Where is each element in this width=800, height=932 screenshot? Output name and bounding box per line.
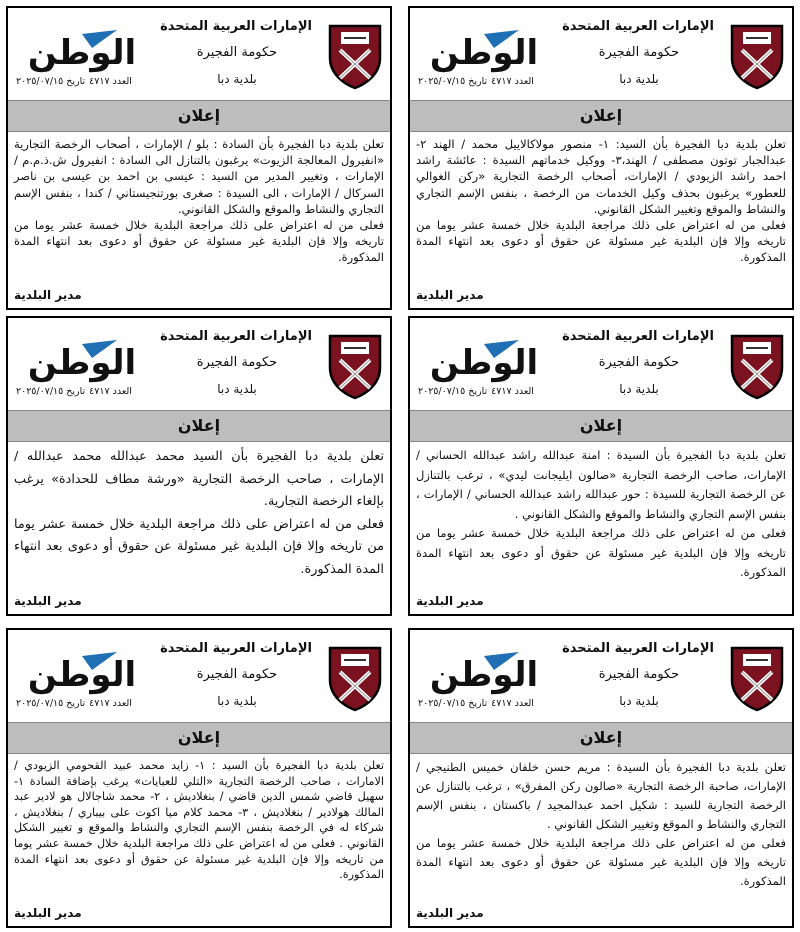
title-block [162, 18, 312, 88]
fujairah-crest-icon [728, 644, 786, 712]
signature: مدير البلدية [14, 594, 82, 608]
title-block [162, 640, 312, 710]
notice-card [408, 6, 794, 310]
notice-card [6, 316, 392, 616]
notice-body [416, 136, 786, 266]
country-name: الإمارات العربية المتحدة [562, 329, 714, 344]
government-name: حكومة الفجيرة [196, 355, 278, 370]
notice-title: إعلان [8, 722, 390, 754]
country-name: الإمارات العربية المتحدة [160, 641, 312, 656]
notice-body [416, 758, 786, 891]
logo-text: الوطن [27, 33, 137, 73]
logo-text: الوطن [27, 343, 137, 383]
notice-title: إعلان [8, 410, 390, 442]
notice-title: إعلان [410, 722, 792, 754]
country-name: الإمارات العربية المتحدة [562, 641, 714, 656]
signature: مدير البلدية [416, 594, 484, 608]
country-name: الإمارات العربية المتحدة [160, 329, 312, 344]
notice-paragraph: تعلن بلدية دبا الفجيرة بأن السيد: ١- منصور مولاكالاييل محمد / الهند ٢- عبدالجبار توتون مصطفى / الهند،٣- ووكيل خدماتهم السيدة : عائشة راشد احمد راشد الزيودي / الإمارات، أصحاب الرخصة التجارية «ركن الغوالي للعطور» يرغبون بحذف وكيل الخدمات من الرخصة ، بنفس الإسم التجاري والنشاط والموقع وتغيير الشكل القانوني. [416, 137, 786, 216]
notice-card [6, 6, 392, 310]
issue-date: تاريخ ٢٠٢٥/٠٧/١٥ [16, 698, 86, 709]
signature: مدير البلدية [14, 906, 82, 920]
title-block [162, 328, 312, 398]
title-block [564, 640, 714, 710]
government-name: حكومة الفجيرة [598, 355, 680, 370]
municipality-name: بلدية دبا [217, 72, 257, 86]
notice-title: إعلان [410, 100, 792, 132]
signature: مدير البلدية [416, 906, 484, 920]
issue-number: العدد ٤٧١٧ [491, 386, 534, 397]
notice-body [416, 446, 786, 583]
fujairah-crest-icon [728, 332, 786, 400]
notice-title: إعلان [410, 410, 792, 442]
notice-paragraph: تعلن بلدية دبا الفجيرة بأن السيد : ١- زايد محمد عبيد القحومي الزيودي / الامارات ، صاحب الرخصة التجارية «التلي للعبايات» يرغب بإضافة السادة ١- سهيل قاضي شمس الدين قاضي / بنغلاديش ، ٢- محمد شاجالال هو لادير عبد المالك هولادير / بنغلاديش ، ٣- محمد كلام ميا اكوت على بيباري / بنغلاديش ، شركاء له في الرخصة بنفس الإسم التجاري والنشاط والموقع و تغيير الشكل القانوني . فعلى من له اعتراض على ذلك مراجعة البلدية خلال خمسة عشر يوما من تاريخه وإلا فإن البلدية غير مسئولة عن حقوق أو دعوى بعد انتهاء المدة المذكورة. [14, 759, 385, 882]
notice-paragraph: تعلن بلدية دبا الفجيرة بأن السيدة : مريم حسن خلفان خميس الطنيجي / الإمارات، صاحبة الرخصة التجارية «صالون ركن المفرق» ، ترغب بالتنازل عن الرخصة التجارية للسيد : شكيل احمد عبدالمجيد / باكستان ، بنفس الإسم التجاري والنشاط و الموقع وتغيير الشكل القانوني . [416, 760, 786, 831]
logo-text: الوطن [429, 343, 539, 383]
logo-text: الوطن [429, 655, 539, 695]
notice-header [410, 630, 792, 720]
country-name: الإمارات العربية المتحدة [562, 19, 714, 34]
alwatan-logo [424, 334, 544, 384]
notice-paragraph: تعلن بلدية دبا الفجيرة بأن السيد محمد عبدالله محمد عبدالله / الإمارات ، صاحب الرخصة التجارية «ورشة مطاف للحدادة» يرغب بإلغاء الرخصة التجارية. [14, 449, 384, 509]
signature: مدير البلدية [14, 288, 82, 302]
government-name: حكومة الفجيرة [196, 45, 278, 60]
title-block [564, 328, 714, 398]
notice-paragraph: تعلن بلدية دبا الفجيرة بأن السادة : بلو / الإمارات ، أصحاب الرخصة التجارية «انفيرول المعالجة الزيوت» يرغبون بالتنازل الى السادة : انفيرول ش.ذ.م.م / الإمارات ، وتغيير المدير من السيد : عيسى بن احمد بن عيسى بن ناصر السركال / الإمارات ، الى السيدة : صغرى بورتنجيستاني / كندا ، بنفس الإسم التجاري والنشاط والموقع والشكل القانوني. [14, 137, 384, 216]
alwatan-logo [22, 646, 142, 696]
notice-title: إعلان [8, 100, 390, 132]
government-name: حكومة الفجيرة [598, 45, 680, 60]
issue-info [12, 386, 132, 397]
alwatan-logo [22, 334, 142, 384]
notice-paragraph: فعلى من له اعتراض على ذلك مراجعة البلدية خلال خمسة عشر يوما من تاريخه وإلا فإن البلدية غير مسئولة عن حقوق أو دعوى بعد انتهاء المدة المذكورة. [14, 218, 384, 265]
fujairah-crest-icon [728, 22, 786, 90]
notice-header [8, 318, 390, 408]
municipality-name: بلدية دبا [217, 694, 257, 708]
issue-date: تاريخ ٢٠٢٥/٠٧/١٥ [418, 386, 488, 397]
country-name: الإمارات العربية المتحدة [160, 19, 312, 34]
notice-body [14, 758, 384, 883]
issue-number: العدد ٤٧١٧ [89, 76, 132, 87]
notice-header [410, 8, 792, 98]
alwatan-logo [22, 24, 142, 74]
notice-header [8, 8, 390, 98]
issue-info [414, 698, 534, 709]
notice-card [6, 628, 392, 928]
government-name: حكومة الفجيرة [196, 667, 278, 682]
municipality-name: بلدية دبا [619, 694, 659, 708]
notice-paragraph: فعلى من له اعتراض على ذلك مراجعة البلدية خلال خمسة عشر يوما من تاريخه وإلا فإن البلدية غير مسئولة عن حقوق أو دعوى بعد انتهاء المدة المذكورة. [416, 836, 786, 888]
notice-card [408, 628, 794, 928]
notice-paragraph: فعلى من له اعتراض على ذلك مراجعة البلدية خلال خمسة عشر يوما من تاريخه وإلا فإن البلدية غير مسئولة عن حقوق أو دعوى بعد انتهاء المدة المذكورة. [14, 516, 384, 577]
notice-paragraph: فعلى من له اعتراض على ذلك مراجعة البلدية خلال خمسة عشر يوما من تاريخه وإلا فإن البلدية غير مسئولة عن حقوق أو دعوى بعد انتهاء المدة المذكورة. [416, 526, 786, 579]
fujairah-crest-icon [326, 644, 384, 712]
logo-text: الوطن [429, 33, 539, 73]
notice-header [8, 630, 390, 720]
notice-header [410, 318, 792, 408]
issue-date: تاريخ ٢٠٢٥/٠٧/١٥ [418, 76, 488, 87]
issue-date: تاريخ ٢٠٢٥/٠٧/١٥ [16, 76, 86, 87]
municipality-name: بلدية دبا [619, 72, 659, 86]
signature: مدير البلدية [416, 288, 484, 302]
notice-body [14, 136, 384, 266]
municipality-name: بلدية دبا [619, 382, 659, 396]
issue-number: العدد ٤٧١٧ [491, 698, 534, 709]
government-name: حكومة الفجيرة [598, 667, 680, 682]
issue-info [12, 698, 132, 709]
notice-body [14, 446, 384, 581]
issue-number: العدد ٤٧١٧ [491, 76, 534, 87]
alwatan-logo [424, 24, 544, 74]
issue-info [414, 386, 534, 397]
notice-paragraph: فعلى من له اعتراض على ذلك مراجعة البلدية خلال خمسة عشر يوما من تاريخه وإلا فإن البلدية غير مسئولة عن حقوق أو دعوى بعد انتهاء المدة المذكورة. [416, 218, 786, 265]
title-block [564, 18, 714, 88]
logo-text: الوطن [27, 655, 137, 695]
notice-paragraph: تعلن بلدية دبا الفجيرة بأن السيدة : امنة عبدالله راشد عبدالله الحساني / الإمارات، صاحب الرخصة التجارية «صالون ايليجانت ليدي» ، ترغب بالتنازل عن الرخصة التجارية للسيدة : حور عبدالله راشد عبدالله الحساني / الإمارات ، بنفس الإسم التجاري والنشاط والموقع والشكل القانوني . [416, 448, 786, 521]
notice-card [408, 316, 794, 616]
issue-number: العدد ٤٧١٧ [89, 698, 132, 709]
fujairah-crest-icon [326, 22, 384, 90]
fujairah-crest-icon [326, 332, 384, 400]
municipality-name: بلدية دبا [217, 382, 257, 396]
alwatan-logo [424, 646, 544, 696]
issue-date: تاريخ ٢٠٢٥/٠٧/١٥ [418, 698, 488, 709]
issue-info [414, 76, 534, 87]
issue-date: تاريخ ٢٠٢٥/٠٧/١٥ [16, 386, 86, 397]
issue-number: العدد ٤٧١٧ [89, 386, 132, 397]
issue-info [12, 76, 132, 87]
